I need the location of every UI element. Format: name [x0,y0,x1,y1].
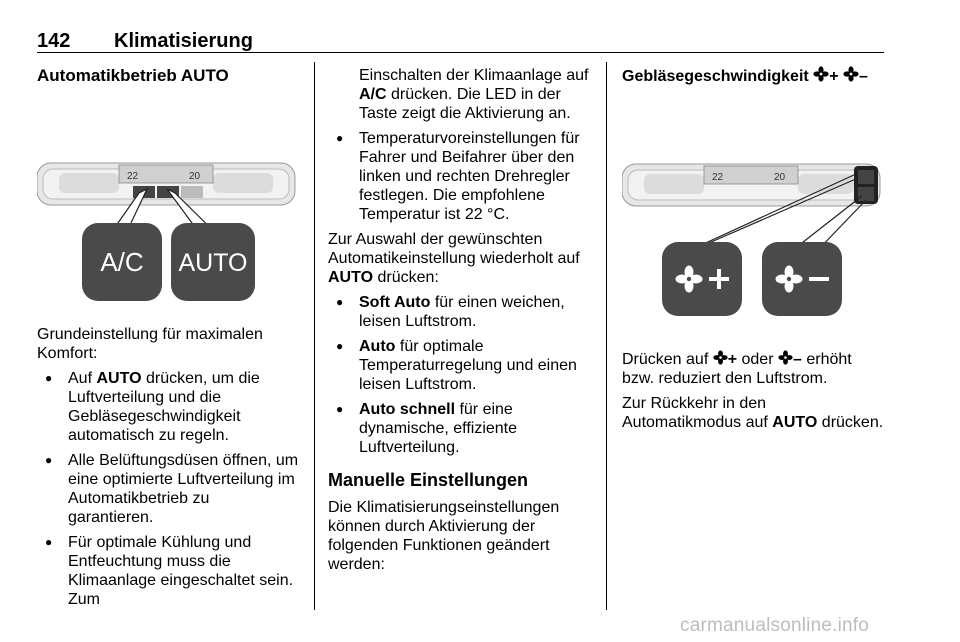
column-2 [328,60,590,580]
fan-icon [713,350,728,365]
panel-display-right: 20 [774,172,786,183]
ac-button-label: A/C [100,247,144,277]
figure-ac-auto-panel [37,85,299,315]
auto-button-label: AUTO [178,249,248,277]
option-auto-schnell: ● Auto schnell für eine dynamische, effiziente Luftverteilung. [328,400,590,457]
section-title-manual: Manuelle Einstellungen [328,470,529,490]
page-number: 142 [37,30,71,52]
auto-intro: Zur Auswahl der gewünschten Automatikeinstellung wiederholt auf AUTO drücken: [328,231,580,286]
bullet-vents: ● Alle Belüftungsdüsen öffnen, um eine optimierte Luftverteilung im Automatikbetrieb zu garantieren. [37,451,299,527]
panel-display-left: 22 [712,172,724,183]
fan-icon [843,66,859,82]
section-title-fan-speed: Gebläsegeschwindigkeit + – [622,68,868,85]
ac-continuation: Einschalten der Klimaanlage auf A/C drücken. Die LED in der Taste zeigt die Aktivierung an. [359,67,589,122]
minus-symbol: – [858,68,868,85]
page-header [37,30,884,53]
intro-text: Grundeinstellung für maximalen Komfort: [37,326,263,362]
manual-text: Die Klimatisierungseinstellungen können durch Aktivierung der folgenden Funktionen geändert werden: [328,499,560,573]
column-3 [622,60,884,438]
return-auto-text: Zur Rückkehr in den Automatikmodus auf AUTO drücken. [622,395,884,431]
bullet-temperature: ● Temperaturvoreinstellungen für Fahrer und Beifahrer über den linken und rechten Drehregler festlegen. Die empfohlene Temperatur ist 22 °C. [328,129,590,224]
option-auto: ● Auto für optimale Temperaturregelung und einen leisen Luftstrom. [328,337,590,394]
panel-display-right: 20 [189,171,201,182]
column-1 [37,60,299,615]
watermark: carmanualsonline.info [680,615,870,636]
panel-display-left: 22 [127,171,139,182]
chapter-title: Klimatisierung [114,30,253,52]
fan-icon [813,66,829,82]
figure-fan-panel [622,86,884,316]
column-divider [314,62,315,610]
plus-symbol: + [829,68,839,85]
fan-speed-text: Drücken auf + oder – erhöht bzw. reduziert den Luftstrom. [622,351,852,387]
bullet-auto: ● Auf AUTO drücken, um die Luftverteilung und die Gebläsegeschwindigkeit automatisch zu regeln. [37,369,299,445]
fan-icon [778,350,793,365]
option-soft-auto: ● Soft Auto für einen weichen, leisen Luftstrom. [328,293,590,331]
bullet-cooling: ● Für optimale Kühlung und Entfeuchtung muss die Klimaanlage eingeschaltet sein. Zum [37,533,299,609]
column-divider [606,62,607,610]
section-title-auto: Automatikbetrieb AUTO [37,66,229,85]
